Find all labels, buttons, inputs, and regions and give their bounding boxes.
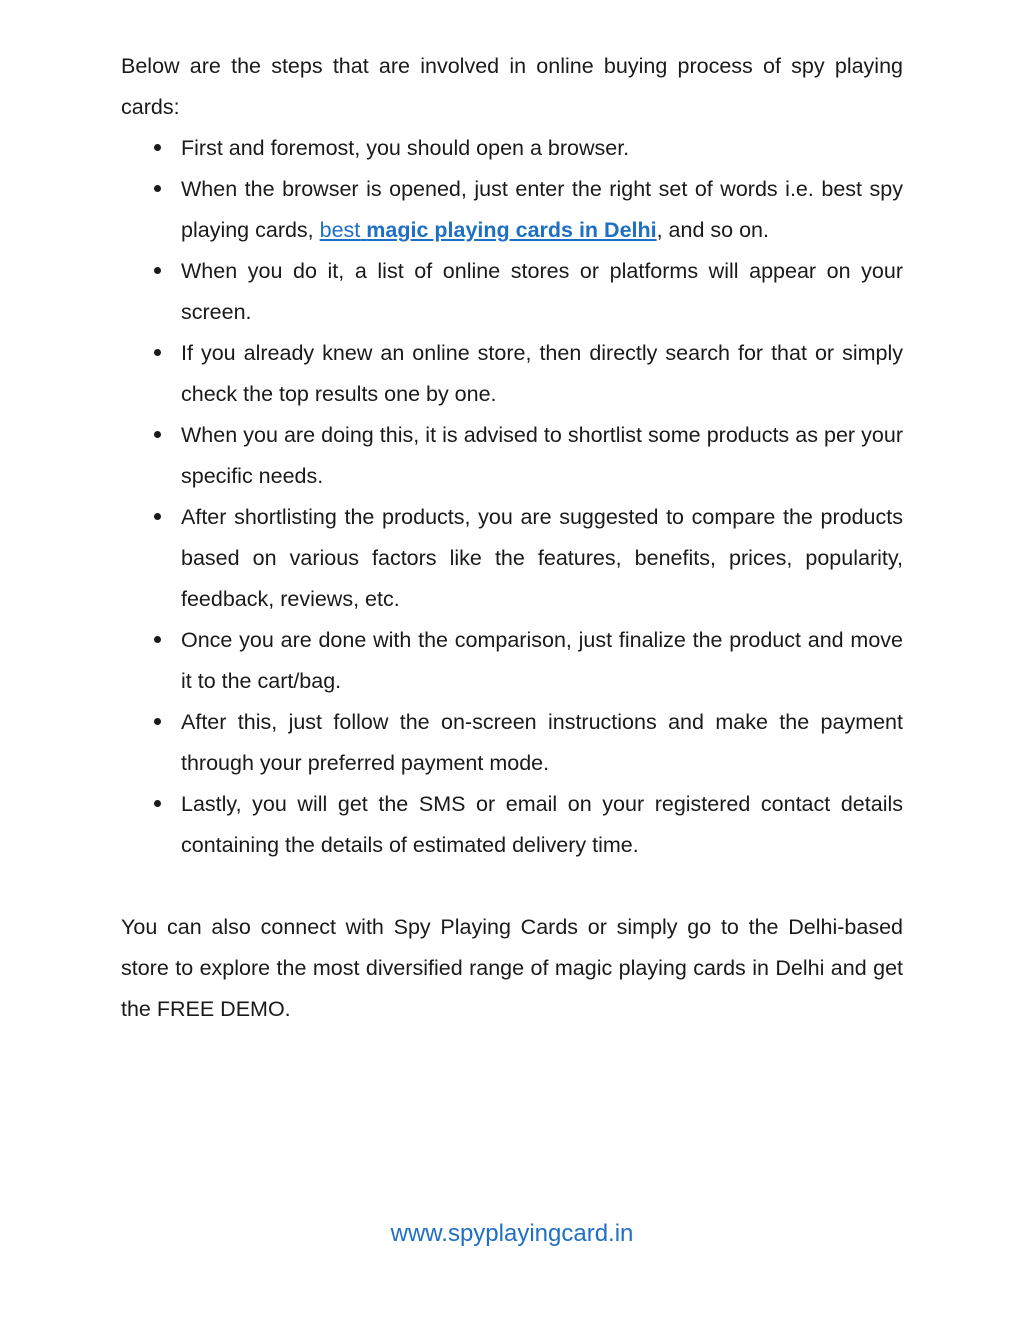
bullet-icon	[151, 333, 163, 374]
list-item	[121, 333, 903, 415]
step-text: After shortlisting the products, you are suggested to compare the products based on various factors like the features, benefits, prices, popularity, feedback, reviews, etc.	[181, 505, 903, 611]
step-text: When the browser is opened, just enter the right set of words i.e. best spy playing cards,	[181, 177, 903, 242]
link-text-bold: magic playing cards in Delhi	[366, 218, 657, 242]
step-text: Lastly, you will get the SMS or email on your registered contact details containing the details of estimated delivery time.	[181, 792, 903, 857]
step-text: If you already knew an online store, then directly search for that or simply check the top results one by one.	[181, 341, 903, 406]
bullet-icon	[151, 702, 163, 743]
list-item	[121, 128, 903, 169]
magic-playing-cards-link[interactable]	[320, 218, 657, 242]
bullet-icon	[151, 620, 163, 661]
list-item	[121, 620, 903, 702]
list-item	[121, 251, 903, 333]
paragraph-spacer	[121, 866, 903, 907]
bullet-icon	[151, 169, 163, 210]
step-text: When you do it, a list of online stores or platforms will appear on your screen.	[181, 259, 903, 324]
steps-list	[121, 128, 903, 866]
footer-website-link[interactable]: www.spyplayingcard.in	[390, 1220, 634, 1247]
list-item	[121, 497, 903, 620]
bullet-icon	[151, 251, 163, 292]
bullet-icon	[151, 128, 163, 169]
intro-paragraph: Below are the steps that are involved in online buying process of spy playing cards:	[121, 54, 903, 119]
bullet-icon	[151, 497, 163, 538]
list-item	[121, 702, 903, 784]
list-item	[121, 415, 903, 497]
list-item	[121, 784, 903, 866]
step-text: Once you are done with the comparison, just finalize the product and move it to the cart/bag.	[181, 628, 903, 693]
step-text: First and foremost, you should open a browser.	[181, 136, 630, 160]
link-text-light: best	[319, 218, 361, 242]
list-item	[121, 169, 903, 251]
document-page	[121, 46, 903, 1030]
bullet-icon	[151, 415, 163, 456]
step-text: When you are doing this, it is advised to shortlist some products as per your specific needs.	[181, 423, 903, 488]
bullet-icon	[151, 784, 163, 825]
step-text-after: , and so on.	[656, 218, 769, 242]
step-text: After this, just follow the on-screen instructions and make the payment through your preferred payment mode.	[181, 710, 903, 775]
closing-paragraph: You can also connect with Spy Playing Cards or simply go to the Delhi-based store to explore the most diversified range of magic playing cards in Delhi and get the FREE DEMO.	[121, 915, 903, 1021]
